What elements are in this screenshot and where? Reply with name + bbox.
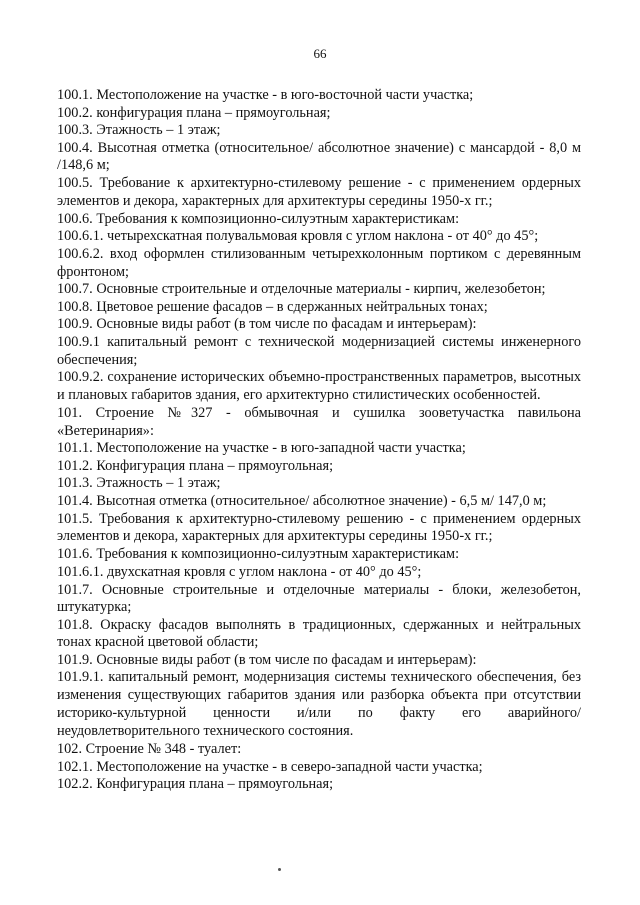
paragraph-101-7: 101.7. Основные строительные и отделочные материалы - блоки, железобетон, штукатурка;: [57, 581, 581, 616]
scan-speck: [278, 868, 281, 871]
paragraph-101-2: 101.2. Конфигурация плана – прямоугольная;: [57, 457, 334, 474]
paragraph-101-4: 101.4. Высотная отметка (относительное/ абсолютное значение) - 6,5 м/ 147,0 м;: [57, 492, 547, 509]
paragraph-100-9: 100.9. Основные виды работ (в том числе по фасадам и интерьерам):: [57, 316, 477, 333]
paragraph-100-5: 100.5. Требование к архитектурно-стилевому решение - с применением ордерных элементов и декора, характерных для архитектуры середины 1950-х гг.;: [57, 174, 581, 209]
paragraph-100-3: 100.3. Этажность – 1 этаж;: [57, 122, 221, 139]
paragraph-101-5: 101.5. Требования к архитектурно-стилевому решению - с применением ордерных элементов и декора, характерных для архитектуры середины 1950-х гг.;: [57, 510, 581, 545]
paragraph-100-9-2: 100.9.2. сохранение исторических объемно-пространственных параметров, высотных и плановых габаритов здания, его архитектурно стилистических особенностей.: [57, 369, 581, 404]
paragraph-100-6: 100.6. Требования к композиционно-силуэтным характеристикам:: [57, 210, 460, 227]
body-text: [57, 87, 581, 794]
paragraph-100-4: 100.4. Высотная отметка (относительное/ абсолютное значение) с мансардой - 8,0 м /148,6 м;: [57, 139, 581, 174]
page-number: 66: [313, 46, 327, 61]
paragraph-100-6-1: 100.6.1. четырехскатная полувальмовая кровля с углом наклона - от 40° до 45°;: [57, 228, 539, 245]
paragraph-101-6: 101.6. Требования к композиционно-силуэтным характеристикам:: [57, 546, 460, 563]
paragraph-101-6-1: 101.6.1. двухскатная кровля с углом наклона - от 40° до 45°;: [57, 563, 422, 580]
paragraph-101-9: 101.9. Основные виды работ (в том числе по фасадам и интерьерам):: [57, 651, 477, 668]
paragraph-100-6-2: 100.6.2. вход оформлен стилизованным четырехколонным портиком с деревянным фронтоном;: [57, 245, 581, 280]
paragraph-100-8: 100.8. Цветовое решение фасадов – в сдержанных нейтральных тонах;: [57, 298, 488, 315]
paragraph-101-1: 101.1. Местоположение на участке - в юго-западной части участка;: [57, 440, 466, 457]
paragraph-100-1: 100.1. Местоположение на участке - в юго-восточной части участка;: [57, 87, 474, 103]
paragraph-101-3: 101.3. Этажность – 1 этаж;: [57, 475, 221, 492]
paragraph-102-1: 102.1. Местоположение на участке - в северо-западной части участка;: [57, 758, 483, 775]
paragraph-100-7: 100.7. Основные строительные и отделочные материалы - кирпич, железобетон;: [57, 281, 546, 298]
paragraph-100-2: 100.2. конфигурация плана – прямоугольная;: [57, 104, 331, 121]
paragraph-101: 101. Строение №327 - обмывочная и сушилка зооветучастка павильона «Ветеринария»:: [57, 404, 581, 439]
paragraph-102-2: 102.2. Конфигурация плана – прямоугольная;: [57, 776, 334, 793]
paragraph-100-9-1: 100.9.1 капитальный ремонт с технической модернизацией системы инженерного обеспечения;: [57, 333, 581, 368]
paragraph-102: 102. Строение № 348 - туалет:: [57, 741, 242, 758]
paragraph-101-9-1: 101.9.1. капитальный ремонт, модернизация системы технического обеспечения, без изменения существующих габаритов здания или разборка объекта при отсутствии историко-культурной ценности и/или по факту его аварийного/неудовлетворительного технического состояния.: [57, 669, 581, 740]
paragraph-101-8: 101.8. Окраску фасадов выполнять в традиционных, сдержанных и нейтральных тонах красной цветовой области;: [57, 616, 581, 651]
